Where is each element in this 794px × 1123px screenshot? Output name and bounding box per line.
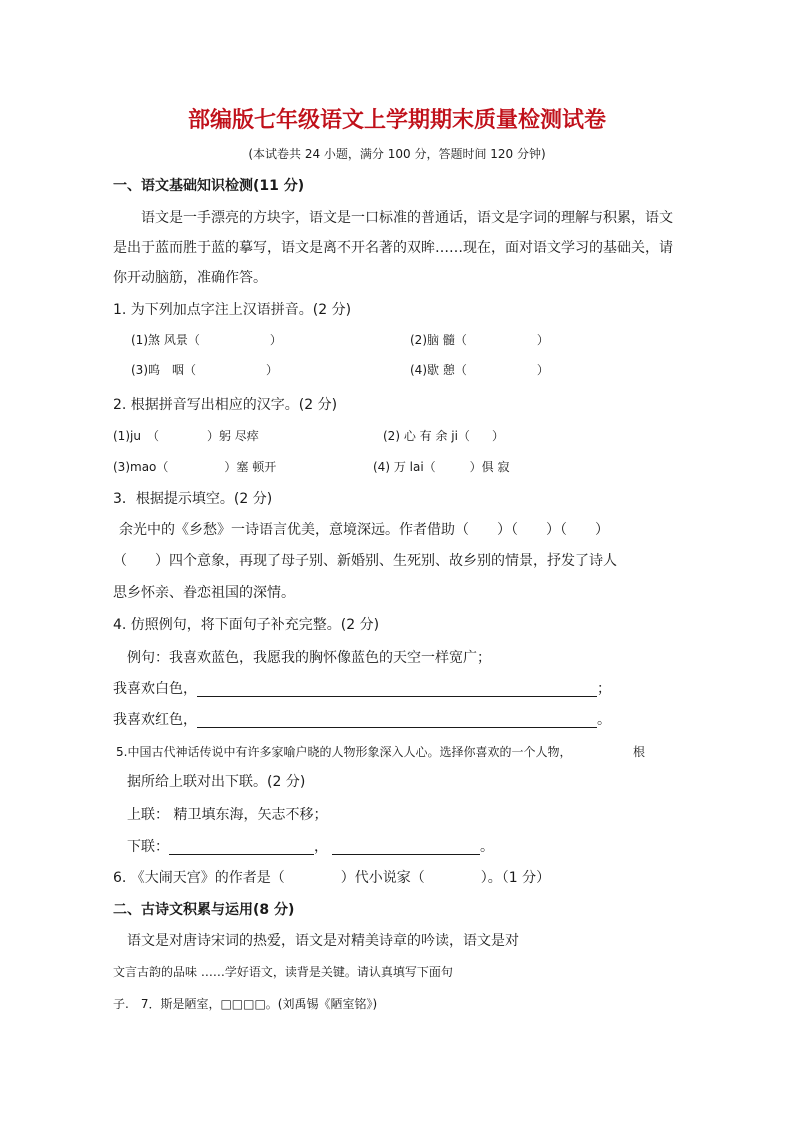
q2-item-2: (2) 心 有 余 ji（ ） (383, 429, 504, 443)
q3-line-3: 思乡怀亲、眷恋祖国的深情。 (113, 585, 295, 601)
q6-text: 6. 《大闹天宫》的作者是（ ）代小说家（ ）。（1 分） (113, 870, 551, 886)
q3-stem: 3．根据提示填空。(2 分) (113, 491, 273, 507)
answer-line-white[interactable] (197, 682, 597, 697)
answer-line-red[interactable] (197, 713, 597, 728)
q4-example: 例句：我喜欢蓝色，我愿我的胸怀像蓝色的天空一样宽广； (127, 650, 491, 666)
q3-line-1: 余光中的《乡愁》一诗语言优美，意境深远。作者借助（ ）（ ）（ ） (119, 522, 609, 538)
q4-answer-white: 我喜欢白色， ； (113, 681, 611, 697)
q1-item-4: (4)歇 憩（ ） (410, 363, 549, 377)
q2-item-4: (4) 万 lai（ ）俱 寂 (373, 460, 510, 474)
section1-heading: 一、语文基础知识检测(11 分) (113, 178, 305, 194)
q2-item-1: (1)ju （ ）躬 尽瘁 (113, 429, 259, 443)
exam-info: (本试卷共 24 小题，满分 100 分，答题时间 120 分钟) (248, 147, 546, 161)
section2-line-2: 文言古韵的品味 ……学好语文，读背是关键。请认真填写下面句 (113, 965, 453, 979)
q4-stem: 4. 仿照例句，将下面句子补充完整。(2 分) (113, 617, 380, 633)
q2-stem: 2. 根据拼音写出相应的汉字。(2 分) (113, 397, 338, 413)
q3-line-2: （ ）四个意象，再现了母子别、新婚别、生死别、故乡别的情景，抒发了诗人 (113, 553, 617, 569)
q2-item-3: (3)mao（ ）塞 顿开 (113, 460, 277, 474)
q5-stem: 5.中国古代神话传说中有许多家喻户晓的人物形象深入人心。选择你喜欢的一个人物， (116, 745, 572, 759)
q5-stem-tail: 根 (633, 745, 646, 759)
section2-line-1: 语文是对唐诗宋词的热爱，语文是对精美诗章的吟读，语文是对 (127, 933, 519, 949)
q5-lower-couplet: 下联： ， 。 (127, 839, 494, 855)
q1-item-2: (2)脑 髓（ ） (410, 333, 549, 347)
q1-stem: 1. 为下列加点字注上汉语拼音。(2 分) (113, 302, 352, 318)
q1-item-3: (3)呜 咽（ ） (131, 363, 279, 377)
q1-item-1: (1)煞 风景（ ） (131, 333, 282, 347)
section2-line-3: 子. 7．斯是陋室，□□□□。(刘禹锡《陋室铭》) (113, 997, 378, 1011)
intro-line-1: 语文是一手漂亮的方块字，语文是一口标准的普通话，语文是字词的理解与积累，语文 (141, 210, 673, 226)
couplet-line-2[interactable] (332, 840, 480, 855)
intro-line-3: 你开动脑筋，准确作答。 (113, 270, 267, 286)
page-title: 部编版七年级语文上学期期末质量检测试卷 (187, 107, 606, 133)
intro-line-2: 是出于蓝而胜于蓝的摹写，语文是离不开名著的双眸……现在，面对语文学习的基础关，请 (113, 240, 673, 256)
q4-answer-red: 我喜欢红色， 。 (113, 712, 611, 728)
q5-stem-2: 据所给上联对出下联。(2 分) (127, 774, 306, 790)
q5-upper-couplet: 上联： 精卫填东海，矢志不移； (127, 807, 328, 823)
couplet-line-1[interactable] (169, 840, 314, 855)
section2-heading: 二、古诗文积累与运用(8 分) (113, 902, 295, 918)
